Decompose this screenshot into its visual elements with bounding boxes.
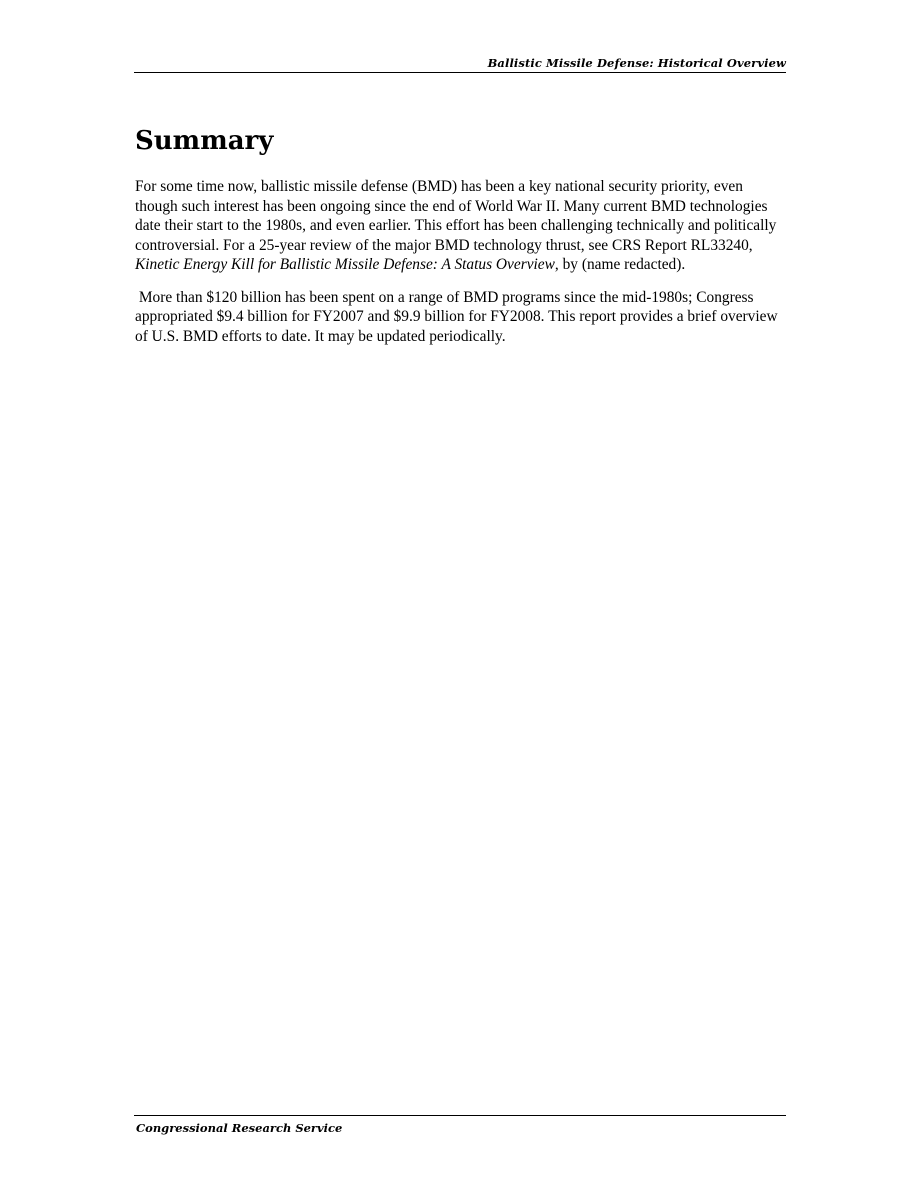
- running-header: Ballistic Missile Defense: Historical Overview: [487, 56, 786, 70]
- section-title: Summary: [135, 126, 274, 156]
- paragraph-1: [135, 177, 787, 275]
- report-title: Kinetic Energy Kill for Ballistic Missile Defense: A Status Overview: [135, 256, 555, 273]
- paragraph-2: More than $120 billion has been spent on a range of BMD programs since the mid-1980s; Congress appropriated $9.4 billion for FY2007 and $9.9 billion for FY2008. This report provides a brief overview of U.S. BMD efforts to date. It may be updated periodically.: [135, 288, 782, 345]
- footer-rule: [134, 1115, 786, 1116]
- paragraph-1-end: , by (name redacted).: [554, 256, 686, 273]
- running-footer: Congressional Research Service: [136, 1121, 343, 1135]
- summary-body: [135, 177, 787, 359]
- header-rule: [134, 72, 786, 73]
- paragraph-1-text: For some time now, ballistic missile defense (BMD) has been a key national security priority, even though such interest has been ongoing since the end of World War II. Many current BMD technologies date their start to the 1980s, and even earlier. This effort has been challenging technically and politically controversial. For a 25-year review of the major BMD technology thrust, see CRS Report RL33240,: [135, 178, 777, 254]
